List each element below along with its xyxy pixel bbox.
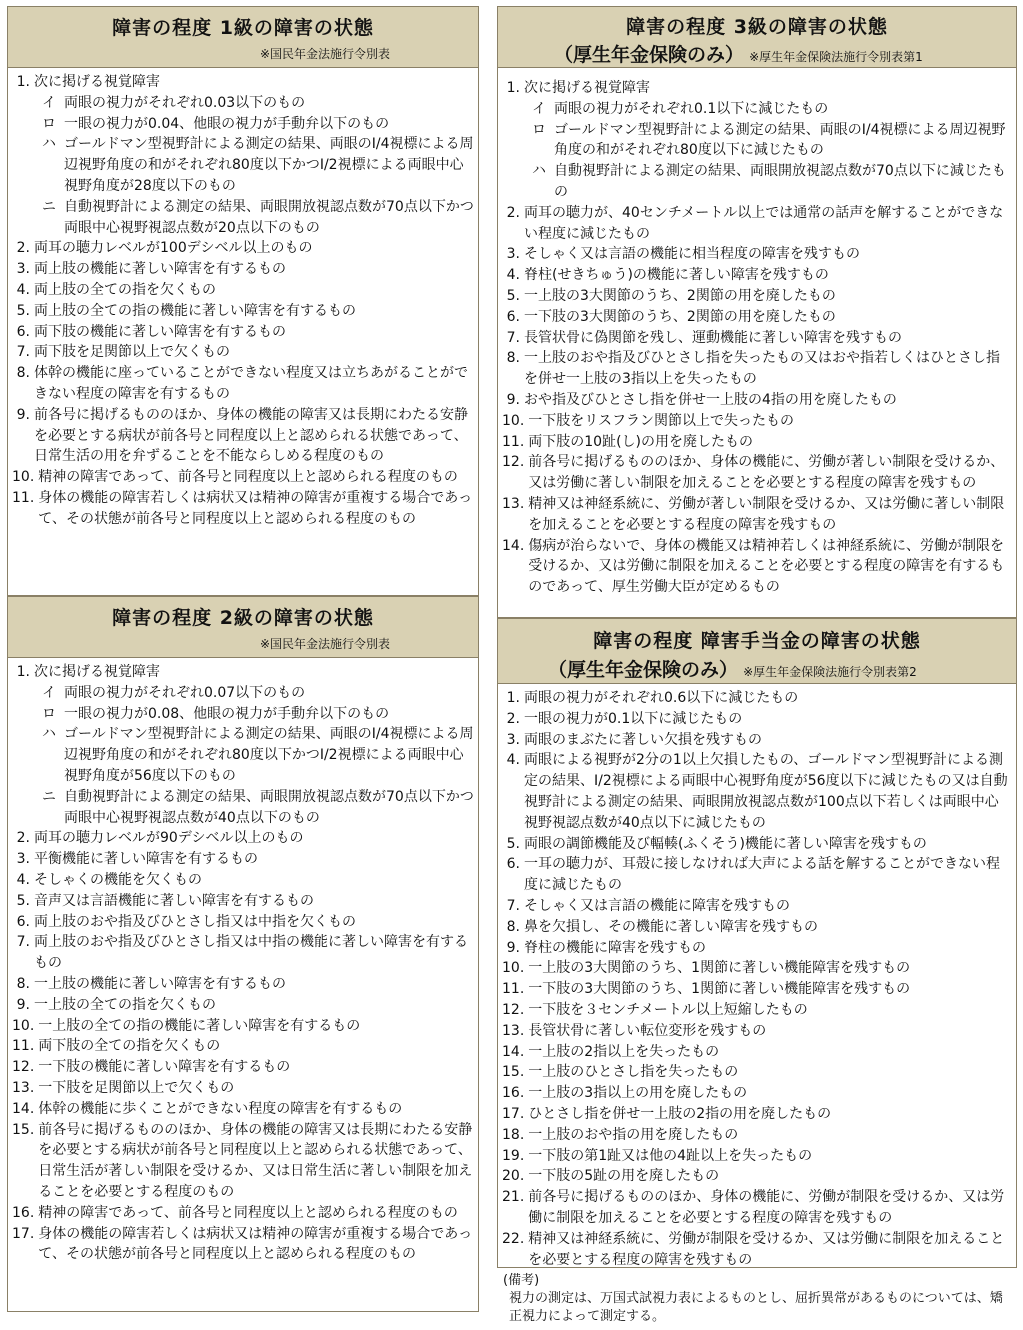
grade3-list [498, 68, 1016, 598]
list-item [502, 854, 1012, 896]
sub-item-mark: イ [42, 94, 56, 111]
sub-item [34, 683, 474, 704]
item-number: 9. [506, 939, 520, 956]
grade1-header [7, 6, 479, 68]
sub-item-mark: イ [532, 100, 546, 117]
item-text: 一下肢をリスフラン関節以上で失ったもの [528, 412, 794, 429]
item-number: 10. [502, 412, 525, 429]
list-item [502, 286, 1012, 307]
item-text: 一下肢の第1趾又は他の4趾以上を失ったもの [528, 1147, 813, 1164]
item-number: 12. [502, 454, 525, 471]
item-number: 13. [12, 1079, 35, 1096]
item-number: 11. [502, 981, 525, 998]
list-item [12, 467, 474, 488]
list-item [502, 328, 1012, 349]
item-number: 1. [506, 80, 520, 96]
item-number: 7. [16, 344, 30, 361]
list-item [12, 1057, 474, 1078]
list-item [502, 452, 1012, 494]
item-text: 一下肢の3大関節のうち、1関節に著しい機能障害を残すもの [528, 981, 911, 998]
list-item [12, 912, 474, 933]
item-text: 両下肢の全ての指を欠くもの [38, 1038, 221, 1055]
item-text: 両下肢を足関節以上で欠くもの [34, 344, 230, 361]
item-text: 一眼の視力が0.1以下に減じたもの [524, 710, 743, 727]
item-text: 精神又は神経系統に、労働が制限を受けるか、又は労働に制限を加えることを必要とする程度の障害を残すもの [528, 1230, 1005, 1268]
list-item [502, 432, 1012, 453]
sub-list [34, 93, 474, 239]
item-number: 6. [16, 323, 30, 340]
item-number: 22. [502, 1230, 525, 1247]
sub-item-text: ゴールドマン型視野計による測定の結果、両眼のⅠ/4視標による周辺視野角度の和がそれぞれ80度以下かつⅠ/2視標による両眼中心視野角度が56度以下のもの [64, 726, 474, 784]
list-item [12, 849, 474, 870]
item-text: 脊柱(せきちゅう)の機能に著しい障害を残すもの [524, 267, 829, 284]
item-number: 4. [506, 752, 520, 769]
item-text: 両上肢のおや指及びひとさし指又は中指の機能に著しい障害を有するもの [34, 934, 468, 972]
list-item [12, 301, 474, 322]
list-item [502, 688, 1012, 709]
sub-item-text: 自動視野計による測定の結果、両眼開放視認点数が70点以下かつ両眼中心視野視認点数が40点以下のもの [64, 788, 474, 826]
item-text: 一上肢の3大関節のうち、2関節の用を廃したもの [524, 287, 836, 304]
item-text: 前各号に掲げるもののほか、身体の機能に、労働が著しい制限を受けるか、又は労働に著しい制限を加えることを必要とする程度の障害を残すもの [528, 454, 1005, 492]
list-item [12, 259, 474, 280]
sub-list [524, 99, 1012, 203]
item-number: 17. [502, 1105, 525, 1122]
item-text: 両下肢の機能に著しい障害を有するもの [34, 323, 286, 340]
list-item [12, 1016, 474, 1037]
list-item [12, 1036, 474, 1057]
grade3-subtitle: （厚生年金保険のみ） [554, 44, 745, 66]
item-number: 7. [506, 329, 520, 346]
item-text: 一耳の聴力が、耳殻に接しなければ大声による話を解することができない程度に減じたもの [524, 856, 1000, 894]
item-text: 一上肢の2指以上を失ったもの [528, 1043, 720, 1060]
item-number: 21. [502, 1189, 525, 1206]
sub-item [34, 197, 474, 239]
remarks-label: (備考) [503, 1273, 540, 1288]
list-item [502, 709, 1012, 730]
list-item [12, 995, 474, 1016]
item-number: 16. [502, 1085, 525, 1102]
list-item [502, 1166, 1012, 1187]
sub-item [34, 114, 474, 135]
item-text: 両下肢の10趾(し)の用を廃したもの [528, 433, 754, 450]
sub-item-text: ゴールドマン型視野計による測定の結果、両眼のⅠ/4視標による周辺視野角度の和がそれぞれ80度以下に減じたもの [554, 121, 1006, 159]
item-text: 次に掲げる視覚障害 [34, 74, 160, 90]
grade3-subline [554, 40, 923, 67]
item-text: 一上肢の全ての指を欠くもの [34, 996, 216, 1013]
item-number: 6. [506, 856, 520, 873]
list-item [502, 917, 1012, 938]
item-text: 一下肢を３センチメートル以上短縮したもの [528, 1001, 808, 1018]
item-number: 19. [502, 1147, 525, 1164]
list-item [502, 1000, 1012, 1021]
item-number: 5. [16, 892, 30, 909]
sub-item-mark: ハ [532, 163, 546, 180]
item-number: 15. [12, 1121, 35, 1138]
item-text: 両眼の調節機能及び輻輳(ふくそう)機能に著しい障害を残すもの [524, 835, 927, 852]
list-item [12, 405, 474, 467]
sub-item-text: 両眼の視力がそれぞれ0.07以下のもの [64, 684, 306, 701]
item-text: ひとさし指を併せ一上肢の2指の用を廃したもの [528, 1105, 832, 1122]
right-column [497, 6, 1017, 1328]
grade1-source: ※国民年金法施行令別表 [259, 47, 390, 61]
grade1-box [7, 68, 479, 596]
sub-item [524, 120, 1012, 162]
item-number: 10. [12, 1017, 35, 1034]
item-number: 11. [502, 433, 525, 450]
list-item [502, 203, 1012, 245]
allowance-source: ※厚生年金保険法施行令別表第2 [743, 665, 917, 679]
item-text: 両上肢の全ての指を欠くもの [34, 281, 216, 298]
item-number: 3. [506, 246, 520, 263]
list-item [12, 932, 474, 974]
item-text: 長管状骨に著しい転位変形を残すもの [528, 1022, 767, 1039]
item-text: 一下肢の3大関節のうち、2関節の用を廃したもの [524, 308, 836, 325]
sub-item [34, 724, 474, 786]
item-number: 2. [506, 204, 520, 221]
grade2-list [8, 658, 478, 1265]
item-text: 両眼による視野が2分の1以上欠損したもの、ゴールドマン型視野計による測定の結果、Ⅰ/2視標による両眼中心視野角度が56度以下に減じたもの又は自動視野計による測定の結果、両眼開放視認点数が100点以下若しくは両眼中心視野視認点数が40点以下に減じたもの [524, 752, 1008, 831]
item-number: 2. [16, 830, 30, 847]
item-number: 6. [506, 308, 520, 325]
item-number: 8. [506, 350, 520, 367]
item-number: 5. [16, 302, 30, 319]
item-text: 両上肢の機能に著しい障害を有するもの [34, 261, 286, 278]
list-item [502, 1229, 1012, 1271]
list-item [502, 1042, 1012, 1063]
list-item [502, 390, 1012, 411]
sub-item-text: 自動視野計による測定の結果、両眼開放視認点数が70点以下に減じたもの [554, 163, 1006, 200]
list-item [502, 979, 1012, 1000]
sub-item [34, 704, 474, 725]
list-item [12, 72, 474, 238]
list-item [12, 828, 474, 849]
sub-item-mark: ハ [42, 726, 56, 743]
remarks [497, 1268, 1017, 1328]
item-text: 脊柱の機能に障害を残すもの [524, 939, 706, 956]
item-number: 5. [506, 287, 520, 304]
item-number: 4. [16, 281, 30, 298]
item-number: 14. [12, 1100, 35, 1117]
item-text: 一上肢のひとさし指を失ったもの [528, 1064, 739, 1081]
item-text: 身体の機能の障害若しくは病状又は精神の障害が重複する場合であって、その状態が前各号と同程度以上と認められる程度のもの [38, 1225, 473, 1263]
grade2-box [7, 658, 479, 1312]
item-number: 2. [16, 240, 30, 257]
list-item [502, 348, 1012, 390]
item-text: 長管状骨に偽関節を残し、運動機能に著しい障害を残すもの [524, 329, 902, 346]
sub-item-text: 両眼の視力がそれぞれ0.1以下に減じたもの [554, 100, 829, 117]
item-number: 9. [16, 996, 30, 1013]
item-number: 1. [16, 664, 30, 680]
item-text: 体幹の機能に歩くことができない程度の障害を有するもの [38, 1100, 403, 1117]
grade2-title: 障害の程度 2級の障害の状態 [112, 607, 374, 629]
list-item [502, 1187, 1012, 1229]
item-number: 4. [16, 871, 30, 888]
list-item [12, 974, 474, 995]
grade2-source: ※国民年金法施行令別表 [259, 637, 390, 651]
item-text: おや指及びひとさし指を併せ一上肢の4指の用を廃したもの [524, 391, 897, 408]
item-text: そしゃく又は言語の機能に障害を残すもの [524, 897, 790, 914]
item-number: 9. [16, 406, 30, 423]
item-number: 15. [502, 1064, 525, 1081]
item-number: 8. [16, 365, 30, 382]
item-text: 精神の障害であって、前各号と同程度以上と認められる程度のもの [38, 469, 458, 486]
item-number: 13. [502, 1022, 525, 1039]
item-number: 9. [506, 391, 520, 408]
grade1-title: 障害の程度 1級の障害の状態 [112, 17, 374, 39]
item-number: 3. [16, 261, 30, 278]
sub-item-mark: ニ [42, 198, 56, 215]
allowance-subline [548, 655, 917, 682]
sub-item-text: 一眼の視力が0.04、他眼の視力が手動弁以下のもの [64, 115, 390, 132]
item-number: 7. [506, 897, 520, 914]
sub-item-mark: ハ [42, 136, 56, 153]
item-text: 両眼のまぶたに著しい欠損を残すもの [524, 731, 762, 748]
list-item [12, 662, 474, 828]
item-number: 7. [16, 934, 30, 951]
grade1-list [8, 68, 478, 530]
item-number: 4. [506, 267, 520, 284]
item-number: 1. [506, 690, 520, 706]
item-text: 精神又は神経系統に、労働が著しい制限を受けるか、又は労働に著しい制限を加えることを必要とする程度の障害を残すもの [528, 495, 1005, 533]
item-text: 一上肢の機能に著しい障害を有するもの [34, 975, 286, 992]
list-item [502, 834, 1012, 855]
grade3-title: 障害の程度 3級の障害の状態 [626, 16, 888, 38]
item-text: そしゃく又は言語の機能に相当程度の障害を残すもの [524, 246, 860, 263]
list-item [12, 1099, 474, 1120]
sub-item-mark: ロ [42, 115, 56, 132]
list-item [12, 363, 474, 405]
sub-item-text: 一眼の視力が0.08、他眼の視力が手動弁以下のもの [64, 705, 390, 722]
allowance-box [497, 684, 1017, 1268]
sub-item-mark: ロ [42, 705, 56, 722]
sub-list [34, 683, 474, 829]
item-number: 8. [16, 975, 30, 992]
item-text: 一下肢の機能に著しい障害を有するもの [38, 1059, 291, 1076]
sub-item-mark: ニ [42, 788, 56, 805]
list-item [502, 265, 1012, 286]
item-text: 両耳の聴力レベルが100デシベル以上のもの [34, 240, 313, 257]
list-item [502, 1062, 1012, 1083]
item-text: 両耳の聴力レベルが90デシベル以上のもの [34, 830, 304, 847]
item-number: 12. [502, 1001, 525, 1018]
list-item [502, 1083, 1012, 1104]
item-text: 鼻を欠損し、その機能に著しい障害を残すもの [524, 918, 818, 935]
sub-item [524, 161, 1012, 203]
item-number: 8. [506, 918, 520, 935]
item-number: 11. [12, 1038, 35, 1055]
list-item [12, 488, 474, 530]
item-text: 前各号に掲げるもののほか、身体の機能の障害又は長期にわたる安静を必要とする病状が前各号と同程度以上と認められる状態であって、日常生活の用を弁ずることを不能ならしめる程度のもの [34, 406, 468, 465]
grade3-header [497, 6, 1017, 68]
sub-item [34, 93, 474, 114]
item-text: 身体の機能の障害若しくは病状又は精神の障害が重複する場合であって、その状態が前各号と同程度以上と認められる程度のもの [38, 489, 473, 527]
item-number: 2. [506, 710, 520, 727]
grade3-source: ※厚生年金保険法施行令別表第1 [749, 50, 923, 64]
sub-item-mark: ロ [532, 121, 546, 138]
item-number: 3. [16, 851, 30, 868]
item-number: 13. [502, 495, 525, 512]
list-item [502, 244, 1012, 265]
list-item [12, 1203, 474, 1224]
item-text: そしゃくの機能を欠くもの [34, 871, 202, 888]
list-item [12, 280, 474, 301]
item-text: 両眼の視力がそれぞれ0.6以下に減じたもの [524, 690, 799, 706]
item-number: 3. [506, 731, 520, 748]
list-item [502, 78, 1012, 203]
allowance-header [497, 618, 1017, 684]
item-number: 5. [506, 835, 520, 852]
item-number: 12. [12, 1059, 35, 1076]
item-number: 1. [16, 74, 30, 90]
item-text: 両耳の聴力が、40センチメートル以上では通常の話声を解することができない程度に減じたもの [524, 204, 1004, 242]
item-text: 一上肢の3大関節のうち、1関節に著しい機能障害を残すもの [528, 960, 911, 977]
remarks-text: 視力の測定は、万国式試視力表によるものとし、屈折異常があるものについては、矯正視力によって測定する。 [509, 1291, 1003, 1324]
item-number: 17. [12, 1225, 35, 1242]
item-text: 傷病が治らないで、身体の機能又は精神若しくは神経系統に、労働が制限を受けるか、又は労働に制限を加えることを必要とする程度の障害を有するものであって、厚生労働大臣が定めるもの [528, 537, 1005, 596]
item-number: 14. [502, 1043, 525, 1060]
list-item [12, 342, 474, 363]
item-text: 両上肢のおや指及びひとさし指又は中指を欠くもの [34, 913, 356, 930]
list-item [12, 891, 474, 912]
sub-item [34, 134, 474, 196]
list-item [502, 1104, 1012, 1125]
item-text: 両上肢の全ての指の機能に著しい障害を有するもの [34, 302, 356, 319]
item-number: 10. [502, 960, 525, 977]
item-text: 精神の障害であって、前各号と同程度以上と認められる程度のもの [38, 1204, 458, 1221]
list-item [502, 958, 1012, 979]
item-number: 10. [12, 469, 35, 486]
item-text: 次に掲げる視覚障害 [524, 80, 650, 96]
sub-item-mark: イ [42, 684, 56, 701]
list-item [502, 536, 1012, 598]
item-text: 音声又は言語機能に著しい障害を有するもの [34, 892, 314, 909]
item-text: 体幹の機能に座っていることができない程度又は立ちあがることができない程度の障害を有するもの [34, 365, 468, 402]
sub-item-text: 自動視野計による測定の結果、両眼開放視認点数が70点以下かつ両眼中心視野視認点数が20点以下のもの [64, 198, 474, 236]
sub-item-text: ゴールドマン型視野計による測定の結果、両眼のⅠ/4視標による周辺視野角度の和がそれぞれ80度以下かつⅠ/2視標による両眼中心視野角度が28度以下のもの [64, 136, 474, 194]
grade3-box [497, 68, 1017, 618]
item-text: 前各号に掲げるもののほか、身体の機能の障害又は長期にわたる安静を必要とする病状が前各号と同程度以上と認められる状態であって、日常生活が著しい制限を受けるか、又は日常生活に著しい制限を加えることを必要とする程度のもの [38, 1121, 473, 1200]
allowance-subtitle: （厚生年金保険のみ） [548, 659, 739, 681]
left-column [7, 6, 479, 1312]
list-item [502, 494, 1012, 536]
sub-item [34, 787, 474, 829]
item-text: 一上肢のおや指の用を廃したもの [528, 1126, 739, 1143]
allowance-list [498, 684, 1016, 1270]
item-number: 20. [502, 1168, 525, 1185]
list-item [502, 1146, 1012, 1167]
list-item [502, 1021, 1012, 1042]
grade2-header [7, 596, 479, 658]
list-item [502, 896, 1012, 917]
item-text: 一上肢の3指以上の用を廃したもの [528, 1085, 748, 1102]
item-text: 前各号に掲げるもののほか、身体の機能に、労働が制限を受けるか、又は労働に制限を加えることを必要とする程度の障害を残すもの [528, 1189, 1005, 1226]
list-item [502, 730, 1012, 751]
item-number: 6. [16, 913, 30, 930]
list-item [502, 411, 1012, 432]
list-item [502, 938, 1012, 959]
sub-item [524, 99, 1012, 120]
allowance-title: 障害の程度 障害手当金の障害の状態 [593, 630, 921, 652]
list-item [12, 238, 474, 259]
list-item [12, 870, 474, 891]
list-item [502, 307, 1012, 328]
item-number: 16. [12, 1204, 35, 1221]
list-item [502, 750, 1012, 833]
sub-item-text: 両眼の視力がそれぞれ0.03以下のもの [64, 94, 306, 111]
item-number: 18. [502, 1126, 525, 1143]
item-text: 一下肢の5趾の用を廃したもの [528, 1168, 720, 1185]
item-number: 14. [502, 537, 525, 554]
item-text: 一下肢を足関節以上で欠くもの [38, 1079, 235, 1096]
list-item [12, 322, 474, 343]
item-text: 一上肢のおや指及びひとさし指を失ったもの又はおや指若しくはひとさし指を併せ一上肢の3指以上を失ったもの [524, 350, 1000, 388]
item-text: 次に掲げる視覚障害 [34, 664, 160, 680]
list-item [502, 1125, 1012, 1146]
item-text: 平衡機能に著しい障害を有するもの [34, 851, 258, 868]
list-item [12, 1078, 474, 1099]
list-item [12, 1224, 474, 1266]
item-text: 一上肢の全ての指の機能に著しい障害を有するもの [38, 1017, 361, 1034]
item-number: 11. [12, 489, 35, 506]
list-item [12, 1120, 474, 1203]
